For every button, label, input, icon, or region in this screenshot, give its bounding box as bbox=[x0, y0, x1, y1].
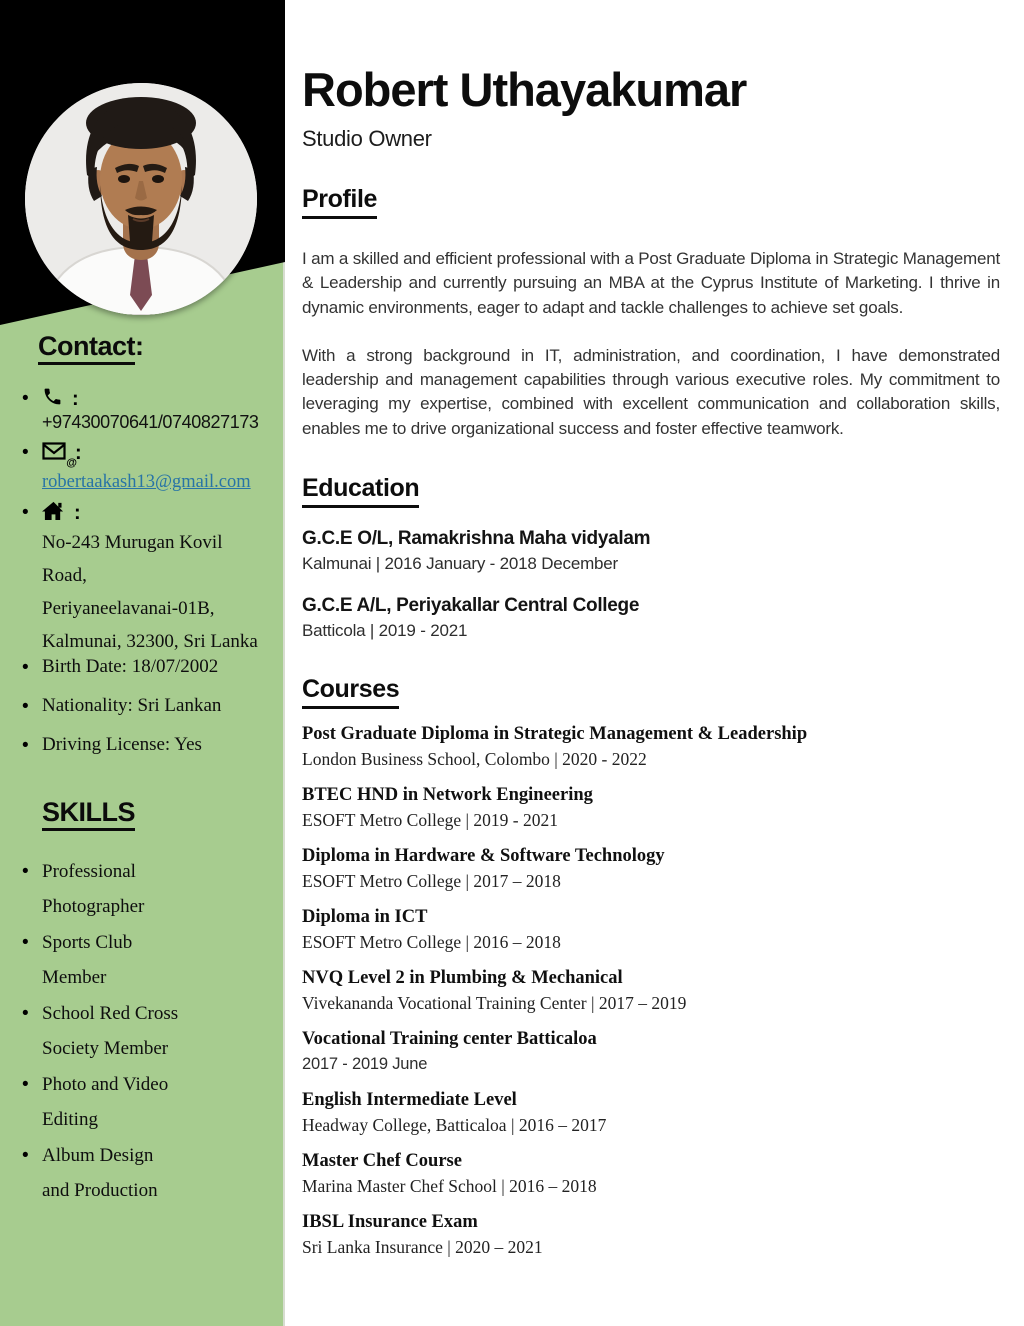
courses-heading-text: Courses bbox=[302, 675, 399, 709]
contact-list bbox=[22, 386, 273, 658]
skills-section bbox=[22, 797, 277, 1209]
courses-heading bbox=[302, 675, 1000, 709]
email-link[interactable]: robertaakash13@gmail.com bbox=[42, 472, 251, 492]
bullet-dot: • bbox=[22, 1145, 29, 1166]
course-item bbox=[302, 1211, 1000, 1258]
education-heading bbox=[302, 474, 1000, 508]
contact-heading-text: Contact bbox=[38, 331, 135, 365]
skill-line: Member bbox=[42, 967, 107, 988]
contact-item-email bbox=[22, 440, 273, 493]
address-line: No-243 Murugan Kovil bbox=[42, 532, 223, 553]
course-item bbox=[302, 845, 1000, 892]
skill-line: Professional bbox=[42, 861, 136, 882]
skill-item bbox=[22, 925, 277, 995]
home-icon bbox=[42, 500, 65, 526]
profile-paragraph-2: With a strong background in IT, administration, and coordination, I have demonstrated leadership and management capabilities through various executive roles. My commitment to leveraging my expertise, combined with excellent communication and collaboration skills, enables me to drive organizational success and foster effective teamwork. bbox=[302, 345, 1000, 438]
bullet-dot: • bbox=[22, 696, 29, 717]
skills-heading-text: SKILLS bbox=[42, 797, 135, 831]
course-subtitle: ESOFT Metro College | 2016 – 2018 bbox=[302, 932, 561, 953]
course-subtitle: Vivekananda Vocational Training Center | 2017 – 2019 bbox=[302, 993, 687, 1014]
address-line: Kalmunai, 32300, Sri Lanka bbox=[42, 631, 258, 652]
portrait-illustration bbox=[25, 83, 257, 315]
course-subtitle: Marina Master Chef School | 2016 – 2018 bbox=[302, 1176, 597, 1197]
skills-heading bbox=[42, 797, 277, 828]
profile-heading bbox=[302, 185, 1000, 219]
skills-list bbox=[22, 854, 277, 1208]
bullet-dot: • bbox=[22, 442, 29, 463]
detail-text: Birth Date: 18/07/2002 bbox=[42, 656, 219, 677]
course-item bbox=[302, 1150, 1000, 1197]
course-title: BTEC HND in Network Engineering bbox=[302, 785, 593, 806]
email-at-mark: @ bbox=[66, 456, 77, 469]
address-colon: : bbox=[74, 501, 81, 524]
detail-birth-date bbox=[22, 655, 277, 681]
contact-section bbox=[22, 331, 273, 665]
course-item bbox=[302, 784, 1000, 831]
skill-line: Album Design bbox=[42, 1145, 154, 1166]
skill-line: Society Member bbox=[42, 1038, 169, 1059]
course-title: Diploma in Hardware & Software Technology bbox=[302, 846, 665, 867]
profile-paragraph-1: I am a skilled and efficient professional with a Post Graduate Diploma in Strategic Management & Leadership and currently pursuing an MBA at the Cyprus Institute of Marketing. I thrive in dynamic environments, eager to adapt and tackle challenges to achieve set goals. bbox=[302, 249, 1000, 317]
profile-heading-text: Profile bbox=[302, 185, 377, 219]
person-name: Robert Uthayakumar bbox=[302, 63, 747, 116]
email-icon bbox=[42, 442, 77, 469]
education-item bbox=[302, 594, 1000, 642]
address bbox=[42, 526, 273, 658]
personal-details-section bbox=[22, 655, 277, 772]
course-subtitle: ESOFT Metro College | 2019 - 2021 bbox=[302, 810, 558, 831]
skill-item bbox=[22, 854, 277, 924]
bullet-dot: • bbox=[22, 861, 29, 882]
course-title: IBSL Insurance Exam bbox=[302, 1212, 478, 1233]
job-title: Studio Owner bbox=[302, 126, 432, 151]
detail-driving-license bbox=[22, 733, 277, 759]
address-line: Road, bbox=[42, 565, 87, 586]
contact-heading bbox=[38, 331, 273, 362]
course-subtitle: London Business School, Colombo | 2020 - 2022 bbox=[302, 749, 647, 770]
course-subtitle: 2017 - 2019 June bbox=[302, 1055, 428, 1074]
bullet-dot: • bbox=[22, 735, 29, 756]
main-column bbox=[302, 0, 1000, 1258]
skill-line: Photo and Video bbox=[42, 1074, 169, 1095]
profile-photo bbox=[25, 83, 257, 315]
contact-item-phone bbox=[22, 386, 273, 433]
detail-text: Nationality: Sri Lankan bbox=[42, 695, 222, 716]
course-item bbox=[302, 1089, 1000, 1136]
skill-item bbox=[22, 1138, 277, 1208]
course-title: Post Graduate Diploma in Strategic Management & Leadership bbox=[302, 724, 808, 745]
course-item bbox=[302, 906, 1000, 953]
skill-line: Photographer bbox=[42, 896, 145, 917]
course-item bbox=[302, 723, 1000, 770]
course-item bbox=[302, 967, 1000, 1014]
course-subtitle: Sri Lanka Insurance | 2020 – 2021 bbox=[302, 1237, 543, 1258]
course-title: Master Chef Course bbox=[302, 1151, 462, 1172]
education-heading-text: Education bbox=[302, 474, 419, 508]
education-title: G.C.E A/L, Periyakallar Central College bbox=[302, 595, 640, 617]
course-title: Vocational Training center Batticaloa bbox=[302, 1029, 597, 1050]
bullet-dot: • bbox=[22, 388, 29, 409]
course-subtitle: Headway College, Batticaloa | 2016 – 2017 bbox=[302, 1115, 607, 1136]
course-item bbox=[302, 1028, 1000, 1075]
sidebar bbox=[0, 0, 285, 1326]
detail-text: Driving License: Yes bbox=[42, 734, 202, 755]
education-subtitle: Kalmunai | 2016 January - 2018 December bbox=[302, 554, 619, 574]
education-item bbox=[302, 527, 1000, 575]
skill-line: School Red Cross bbox=[42, 1003, 179, 1024]
education-list bbox=[302, 527, 1000, 642]
skill-line: Editing bbox=[42, 1109, 98, 1130]
phone-colon: : bbox=[72, 387, 79, 410]
skill-line: and Production bbox=[42, 1180, 158, 1201]
skill-item bbox=[22, 1067, 277, 1137]
bullet-dot: • bbox=[22, 932, 29, 953]
detail-nationality bbox=[22, 694, 277, 720]
contact-item-address bbox=[22, 500, 273, 658]
bullet-dot: • bbox=[22, 502, 29, 523]
address-line: Periyaneelavanai-01B, bbox=[42, 598, 215, 619]
bullet-dot: • bbox=[22, 1074, 29, 1095]
phone-icon bbox=[42, 386, 63, 412]
course-subtitle: ESOFT Metro College | 2017 – 2018 bbox=[302, 871, 561, 892]
education-subtitle: Batticola | 2019 - 2021 bbox=[302, 621, 468, 641]
email-colon: : bbox=[75, 441, 82, 464]
course-title: Diploma in ICT bbox=[302, 907, 428, 928]
phone-number: +97430070641/0740827173 bbox=[42, 412, 259, 432]
skill-item bbox=[22, 996, 277, 1066]
course-title: English Intermediate Level bbox=[302, 1090, 517, 1111]
bullet-dot: • bbox=[22, 657, 29, 678]
bullet-dot: • bbox=[22, 1003, 29, 1024]
course-title: NVQ Level 2 in Plumbing & Mechanical bbox=[302, 968, 623, 989]
contact-heading-colon: : bbox=[135, 331, 144, 361]
education-title: G.C.E O/L, Ramakrishna Maha vidyalam bbox=[302, 528, 651, 550]
courses-list bbox=[302, 723, 1000, 1258]
skill-line: Sports Club bbox=[42, 932, 133, 953]
